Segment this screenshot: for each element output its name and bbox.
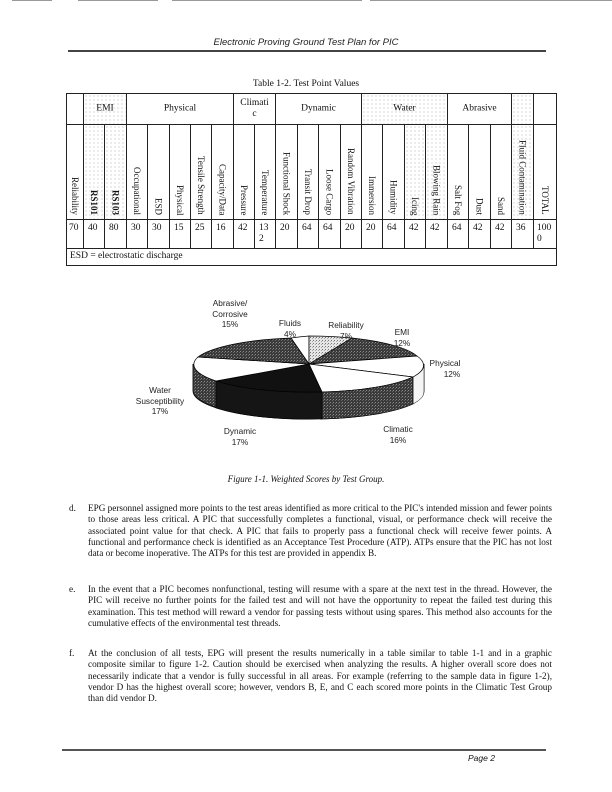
col-header-text: Immersion [367, 176, 377, 215]
paragraph-text: EPG personnel assigned more points to the test areas identified as more critical to the PIC's intended mission and fewer points to those areas less critical. A PIC that successfully completes a functional, visual, or performance check will receive the associated point value for that check. A PIC that fails to properly pass a functional check will receive fewer points. A functional and performance check is identified as an Acceptance Test Procedure (ATP). ATPs ensure that the PIC has not lost data or become inoperative. The ATPs for this test are provided in appendix B. [88, 503, 552, 559]
paragraph-label: f. [69, 648, 75, 658]
value-text: 132 [259, 223, 269, 244]
col-header-text: Transit Drop [303, 169, 313, 215]
col-header-text: Reliability [70, 177, 80, 215]
paragraph-d [69, 503, 552, 559]
label-line: Corrosive [212, 308, 248, 319]
label-line: Dynamic [223, 426, 257, 436]
paragraph-text: In the event that a PIC becomes nonfunctional, testing will resume with a spare at the next test in the thread. However, the PIC will receive no further points for the failed test and will not have the opportunity to repeat the failed test during this examination. This test method will reward a vendor for passing tests without using spares. This method also accounts for the cumulative effects of the environmental test threads. [88, 584, 552, 628]
pie-label-climatic [375, 424, 421, 445]
page-number: Page 2 [468, 753, 495, 763]
figure-caption: Figure 1-1. Weighted Scores by Test Group. [227, 474, 385, 484]
value-text: 42 [238, 223, 248, 233]
group-label: Water [393, 103, 416, 114]
col-header-text: Salt Fog [453, 184, 463, 215]
col-header-text: Loose Cargo [324, 168, 335, 215]
footer-rule [62, 749, 546, 751]
label-line: Susceptibility [135, 395, 185, 406]
col-header-text: Occupational [132, 167, 142, 215]
col-header-text: Capacity/Data [217, 163, 228, 215]
col-header-text: RS101 [89, 189, 99, 215]
label-line: Reliability [328, 320, 364, 330]
col-header-text: Icing [410, 196, 420, 215]
value-text: 64 [387, 223, 397, 233]
value-text: 30 [152, 223, 162, 233]
col-header-text: ESD [153, 197, 164, 215]
value-text: 70 [69, 223, 79, 233]
col-header-text: RS103 [110, 189, 121, 215]
value-text: 42 [473, 223, 483, 233]
pie-label-emi [387, 327, 417, 348]
col-header-text: Temperature [260, 169, 270, 215]
label-line: 16% [389, 434, 407, 445]
value-text: 1000 [537, 223, 552, 244]
label-line: Physical [429, 358, 461, 368]
label-line: 17% [231, 436, 249, 447]
col-header-text: Blowing Rain [431, 164, 442, 215]
value-text: 20 [345, 223, 355, 233]
col-header-text: Random Vibration [346, 148, 356, 215]
col-header-text: Humidity [388, 180, 399, 215]
col-header-text: Physical [175, 184, 185, 215]
group-label: Physical [163, 103, 197, 114]
paragraph-e [69, 584, 552, 629]
label-line: 7% [340, 330, 352, 341]
col-header-text: Functional Shock [281, 151, 292, 215]
pie-label-abrasive [196, 298, 264, 330]
label-line: Abrasive/ [212, 298, 248, 308]
value-text: 64 [302, 223, 312, 233]
label-line: 12% [443, 368, 461, 379]
col-header-text: Tensile Strength [196, 156, 206, 215]
value-text: 30 [131, 223, 141, 233]
paragraph-text: At the conclusion of all tests, EPG will present the results numerically in a table similar to table 1-1 and in a graphic composite similar to figure 1-2. Caution should be exercised when analyzing the results. A higher overall score does not necessarily indicate that a vendor is fully successful in all areas. For example (referring to the sample data in figure 1-2), vendor D has the highest overall score; however, vendors B, E, and C each scored more points in the Climatic Test Group than did vendor D. [88, 648, 552, 704]
pie-label-fluids [270, 318, 310, 339]
label-line: Water [149, 385, 171, 395]
value-text: 64 [323, 223, 333, 233]
running-header-title: Electronic Proving Ground Test Plan for PIC [213, 37, 399, 48]
value-text: 40 [88, 223, 98, 233]
col-header-text: Pressure [239, 184, 249, 215]
label-line: Fluids [278, 318, 302, 328]
col-header-text: TOTAL [540, 186, 550, 215]
group-label: EMI [96, 103, 114, 114]
value-text: 42 [409, 223, 419, 233]
pie-label-reliability [320, 320, 372, 341]
table-note: ESD = electrostatic discharge [70, 251, 183, 261]
group-label: Climatic [240, 98, 269, 119]
label-line: 12% [393, 337, 411, 348]
group-label: Abrasive [462, 103, 497, 114]
value-text: 36 [516, 223, 526, 233]
value-text: 25 [195, 223, 205, 233]
col-header-text: Dust [474, 197, 485, 215]
label-line: 15% [221, 319, 239, 329]
value-text: 20 [366, 223, 376, 233]
label-line: EMI [394, 327, 410, 337]
pie-label-dynamic [217, 426, 263, 447]
value-text: 42 [495, 223, 505, 233]
pie-label-physical [423, 358, 467, 379]
label-line: 17% [151, 406, 169, 416]
value-text: 42 [430, 223, 440, 233]
table-caption: Table 1-2. Test Point Values [252, 79, 360, 89]
value-text: 16 [216, 223, 226, 233]
pie-label-water [128, 385, 192, 417]
col-header-text: Sand [496, 197, 506, 215]
value-text: 20 [280, 223, 290, 233]
paragraph-label: d. [69, 503, 76, 513]
col-header-text: Fluid Contamination [517, 140, 528, 215]
label-line: 4% [284, 328, 296, 339]
value-text: 80 [109, 223, 119, 233]
value-text: 15 [174, 223, 184, 233]
paragraph-f [69, 648, 552, 704]
paragraph-label: e. [69, 584, 76, 594]
label-line: Climatic [383, 424, 413, 434]
group-label: Dynamic [301, 103, 336, 114]
value-text: 64 [452, 223, 462, 233]
